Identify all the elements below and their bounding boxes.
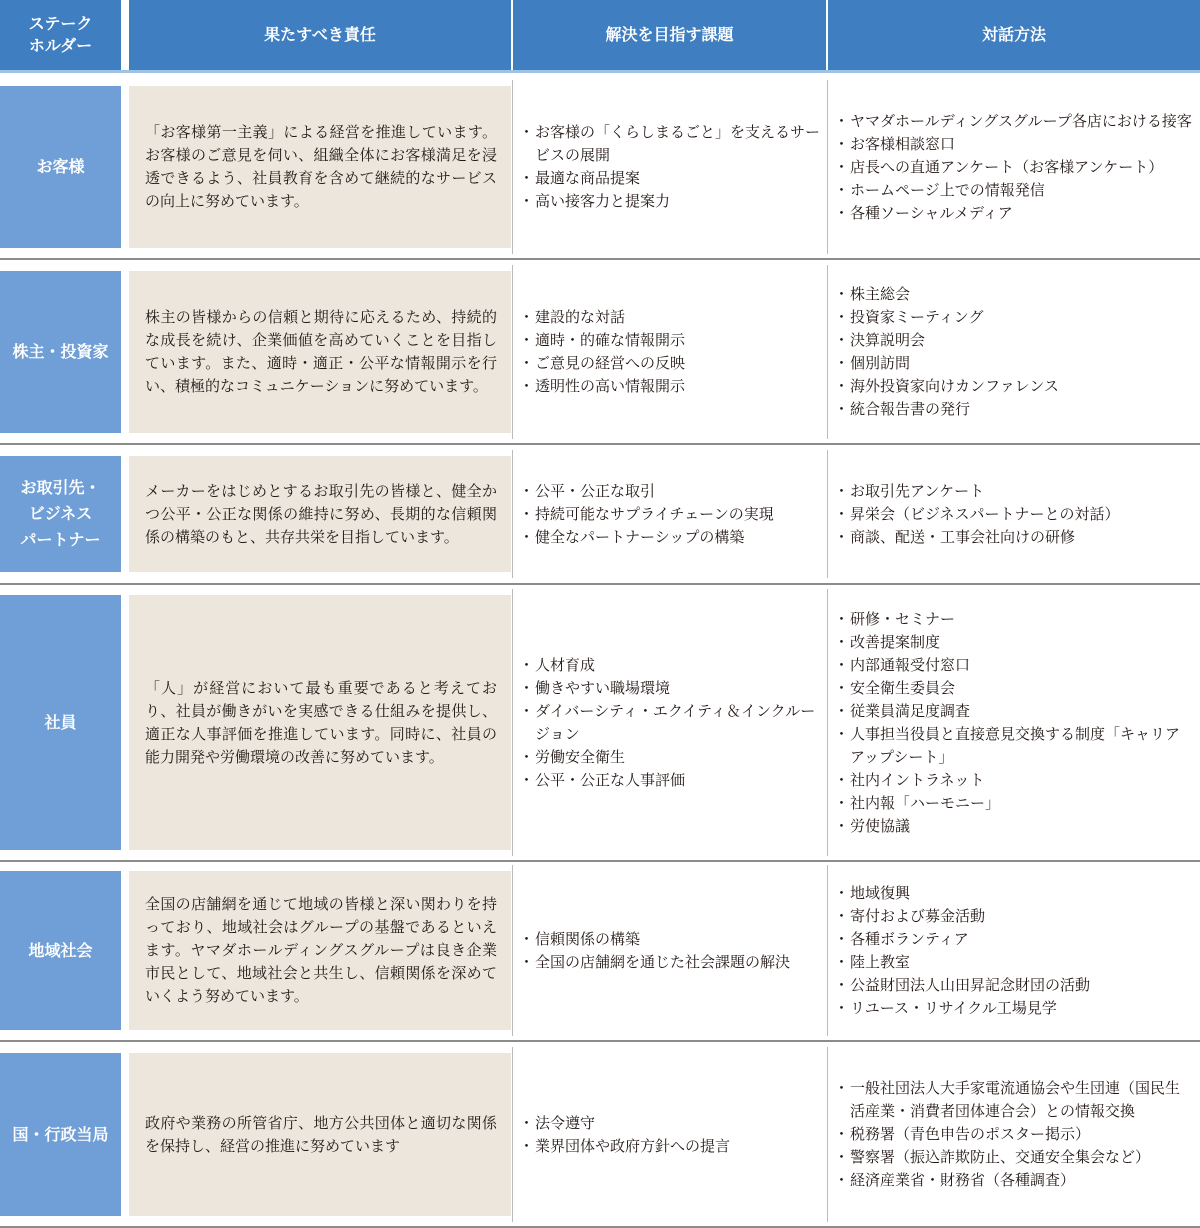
issue-item: ・ お客様の「くらしまるごと」を支えるサービスの展開 (521, 121, 820, 167)
method-item: ・ 昇栄会（ビジネスパートナーとの対話） (836, 503, 1120, 526)
issue-item: ・ 全国の店舗網を通じた社会課題の解決 (521, 951, 790, 974)
issue-item: ・ 業界団体や政府方針への提言 (521, 1135, 730, 1158)
method-item: ・ 商談、配送・工事会社向けの研修 (836, 526, 1120, 549)
method-item: ・ リユース・リサイクル工場見学 (836, 997, 1090, 1020)
issues-cell (513, 456, 826, 572)
method-item: ・ 内部通報受付窓口 (836, 654, 1192, 677)
methods-list (836, 480, 1120, 549)
issues-cell (513, 871, 826, 1030)
issues-cell (513, 271, 826, 433)
column-divider (827, 865, 828, 1036)
responsibility-cell (129, 86, 511, 248)
column-divider (827, 80, 828, 254)
method-item: ・ 改善提案制度 (836, 631, 1192, 654)
issue-item: ・ 法令遵守 (521, 1112, 730, 1135)
row-divider (0, 583, 1200, 585)
method-item: ・ 各種ソーシャルメディア (836, 202, 1192, 225)
method-item: ・ お取引先アンケート (836, 480, 1120, 503)
responsibility-cell (129, 456, 511, 572)
issues-cell (513, 86, 826, 248)
issue-item: ・ ご意見の経営への反映 (521, 352, 685, 375)
column-divider (827, 450, 828, 578)
issue-item: ・ 人材育成 (521, 654, 820, 677)
responsibility-text: 「人」が経営において最も重要であると考えており、社員が働きがいを実感できる仕組みを提供し、適正な人事評価を推進しています。同時に、社員の能力開発や労働環境の改善に努めています。 (145, 678, 497, 766)
column-divider (512, 450, 513, 578)
issues-cell (513, 1053, 826, 1216)
row-divider (0, 1040, 1200, 1042)
row-divider (0, 443, 1200, 445)
responsibility-cell (129, 871, 511, 1030)
methods-list (836, 110, 1192, 225)
issues-list (521, 480, 774, 549)
issue-item: ・ 働きやすい職場環境 (521, 677, 820, 700)
method-item: ・ 経済産業省・財務省（各種調査） (836, 1169, 1192, 1192)
responsibility-cell (129, 1053, 511, 1216)
stakeholder-cell: お客様 (0, 86, 121, 248)
issue-item: ・ 公平・公正な取引 (521, 480, 774, 503)
issue-item: ・ 信頼関係の構築 (521, 928, 790, 951)
method-item: ・ ヤマダホールディングスグループ各店における接客 (836, 110, 1192, 133)
stakeholder-cell: 社員 (0, 595, 121, 850)
issue-item: ・ 公平・公正な人事評価 (521, 769, 820, 792)
column-divider (512, 1047, 513, 1222)
issues-cell (513, 595, 826, 850)
issue-item: ・ 最適な商品提案 (521, 167, 820, 190)
header-issues: 解決を目指す課題 (513, 0, 826, 70)
method-item: ・ 研修・セミナー (836, 608, 1192, 631)
method-item: ・ お客様相談窓口 (836, 133, 1192, 156)
method-item: ・ 投資家ミーティング (836, 306, 1059, 329)
issues-list (521, 306, 685, 398)
responsibility-text: 全国の店舗網を通じて地域の皆様と深い関わりを持っており、地域社会はグループの基盤であるといえます。ヤマダホールディングスグループは良き企業市民として、地域社会と共生し、信頼関係を深めていくよう努めています。 (145, 895, 497, 1005)
methods-cell (828, 595, 1200, 850)
issue-item: ・ 適時・的確な情報開示 (521, 329, 685, 352)
header-methods: 対話方法 (828, 0, 1200, 70)
method-item: ・ ホームページ上での情報発信 (836, 179, 1192, 202)
method-item: ・ 海外投資家向けカンファレンス (836, 375, 1059, 398)
header-divider (0, 70, 1200, 73)
method-item: ・ 人事担当役員と直接意見交換する制度「キャリアアップシート」 (836, 723, 1192, 769)
method-item: ・ 従業員満足度調査 (836, 700, 1192, 723)
header-responsibility: 果たすべき責任 (129, 0, 511, 70)
methods-cell (828, 871, 1200, 1030)
methods-list (836, 608, 1192, 838)
stakeholder-cell: お取引先・ ビジネス パートナー (0, 456, 121, 572)
method-item: ・ 公益財団法人山田昇記念財団の活動 (836, 974, 1090, 997)
column-divider (512, 589, 513, 856)
stakeholder-cell: 国・行政当局 (0, 1053, 121, 1216)
methods-list (836, 882, 1090, 1020)
column-divider (827, 1047, 828, 1222)
stakeholder-cell: 地域社会 (0, 871, 121, 1030)
issue-item: ・ ダイバーシティ・エクイティ＆インクルージョン (521, 700, 820, 746)
method-item: ・ 個別訪問 (836, 352, 1059, 375)
method-item: ・ 各種ボランティア (836, 928, 1090, 951)
row-divider (0, 860, 1200, 862)
methods-list (836, 283, 1059, 421)
issues-list (521, 654, 820, 792)
method-item: ・ 一般社団法人大手家電流通協会や生団連（国民生活産業・消費者団体連合会）との情報交換 (836, 1077, 1192, 1123)
column-divider (512, 865, 513, 1036)
method-item: ・ 統合報告書の発行 (836, 398, 1059, 421)
methods-list (836, 1077, 1192, 1192)
issue-item: ・ 建設的な対話 (521, 306, 685, 329)
responsibility-cell (129, 595, 511, 850)
methods-cell (828, 1053, 1200, 1216)
issues-list (521, 928, 790, 974)
method-item: ・ 安全衛生委員会 (836, 677, 1192, 700)
methods-cell (828, 456, 1200, 572)
method-item: ・ 決算説明会 (836, 329, 1059, 352)
issue-item: ・ 透明性の高い情報開示 (521, 375, 685, 398)
responsibility-text: 政府や業務の所管省庁、地方公共団体と適切な関係を保持し、経営の推進に努めています (145, 1113, 497, 1155)
issues-list (521, 121, 820, 213)
method-item: ・ 陸上教室 (836, 951, 1090, 974)
row-divider (0, 258, 1200, 260)
method-item: ・ 株主総会 (836, 283, 1059, 306)
column-divider (827, 589, 828, 856)
issues-list (521, 1112, 730, 1158)
responsibility-cell (129, 271, 511, 433)
column-divider (827, 265, 828, 439)
issue-item: ・ 高い接客力と提案力 (521, 190, 820, 213)
method-item: ・ 税務署（青色申告のポスター掲示） (836, 1123, 1192, 1146)
method-item: ・ 店長への直通アンケート（お客様アンケート） (836, 156, 1192, 179)
header-stakeholder: ステーク ホルダー (0, 0, 121, 70)
method-item: ・ 寄付および募金活動 (836, 905, 1090, 928)
methods-cell (828, 86, 1200, 248)
stakeholder-cell: 株主・投資家 (0, 271, 121, 433)
column-divider (512, 265, 513, 439)
responsibility-text: メーカーをはじめとするお取引先の皆様と、健全かつ公平・公正な関係の維持に努め、長期的な信頼関係の構築のもと、共存共栄を目指しています。 (145, 481, 497, 546)
issue-item: ・ 持続可能なサプライチェーンの実現 (521, 503, 774, 526)
method-item: ・ 警察署（振込詐欺防止、交通安全集会など） (836, 1146, 1192, 1169)
method-item: ・ 社内報「ハーモニー」 (836, 792, 1192, 815)
method-item: ・ 地域復興 (836, 882, 1090, 905)
responsibility-text: 株主の皆様からの信頼と期待に応えるため、持続的な成長を続け、企業価値を高めていくことを目指しています。また、適時・適正・公平な情報開示を行い、積極的なコミュニケーションに努めています。 (145, 308, 497, 395)
issue-item: ・ 労働安全衛生 (521, 746, 820, 769)
methods-cell (828, 271, 1200, 433)
responsibility-text: 「お客様第一主義」による経営を推進しています。お客様のご意見を伺い、組織全体にお客様満足を浸透できるよう、社員教育を含めて継続的なサービスの向上に努めています。 (145, 123, 497, 210)
column-divider (512, 80, 513, 254)
issue-item: ・ 健全なパートナーシップの構築 (521, 526, 774, 549)
method-item: ・ 労使協議 (836, 815, 1192, 838)
method-item: ・ 社内イントラネット (836, 769, 1192, 792)
